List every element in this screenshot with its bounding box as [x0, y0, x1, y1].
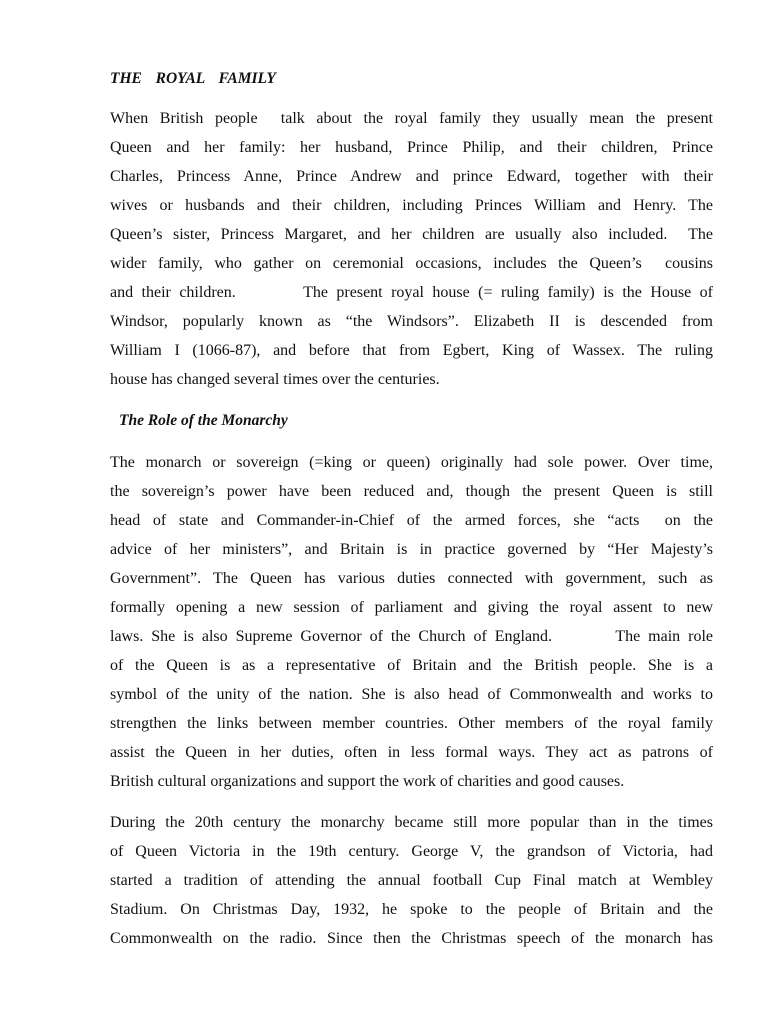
- paragraph-line: head of state and Commander-in-Chief of the armed forces, she “acts on the: [110, 512, 713, 529]
- paragraph-line: laws. She is also Supreme Governor of the Church of England. The main role: [110, 628, 713, 645]
- paragraph-line: The monarch or sovereign (=king or queen) originally had sole power. Over time,: [110, 454, 713, 471]
- paragraph-line: formally opening a new session of parliament and giving the royal assent to new: [110, 599, 713, 616]
- paragraph-line: symbol of the unity of the nation. She is also head of Commonwealth and works to: [110, 686, 713, 703]
- paragraph-line: Queen and her family: her husband, Prince Philip, and their children, Prince: [110, 139, 713, 156]
- paragraph-line: wives or husbands and their children, including Princes William and Henry. The: [110, 197, 713, 214]
- paragraph-line: British cultural organizations and support the work of charities and good causes.: [110, 773, 625, 790]
- paragraph-line: Windsor, popularly known as “the Windsors”. Elizabeth II is descended from: [110, 313, 713, 330]
- paragraph-line: Queen’s sister, Princess Margaret, and her children are usually also included. The: [110, 226, 713, 243]
- paragraph-line: started a tradition of attending the annual football Cup Final match at Wembley: [110, 872, 713, 889]
- paragraph-line: assist the Queen in her duties, often in less formal ways. They act as patrons of: [110, 744, 713, 761]
- paragraph-line: When British people talk about the royal family they usually mean the present: [110, 110, 713, 127]
- paragraph-line: Commonwealth on the radio. Since then the Christmas speech of the monarch has: [110, 930, 713, 947]
- paragraph-line: Stadium. On Christmas Day, 1932, he spoke to the people of Britain and the: [110, 901, 713, 918]
- paragraph-line: During the 20th century the monarchy became still more popular than in the times: [110, 814, 713, 831]
- paragraph-line: and their children. The present royal house (= ruling family) is the House of: [110, 284, 713, 301]
- paragraph-royal-family: [110, 104, 713, 394]
- section-heading-role-of-monarchy: The Role of the Monarchy: [119, 412, 288, 429]
- paragraph-line: of Queen Victoria in the 19th century. George V, the grandson of Victoria, had: [110, 843, 713, 860]
- paragraph-role-of-monarchy: [110, 448, 713, 796]
- paragraph-line: of the Queen is as a representative of Britain and the British people. She is a: [110, 657, 713, 674]
- paragraph-line: advice of her ministers”, and Britain is in practice governed by “Her Majesty’s: [110, 541, 713, 558]
- paragraph-line: Charles, Princess Anne, Prince Andrew and prince Edward, together with their: [110, 168, 713, 185]
- paragraph-20th-century: [110, 808, 713, 953]
- paragraph-line: strengthen the links between member countries. Other members of the royal family: [110, 715, 713, 732]
- document-title: THE ROYAL FAMILY: [110, 70, 276, 87]
- paragraph-line: wider family, who gather on ceremonial occasions, includes the Queen’s cousins: [110, 255, 713, 272]
- paragraph-line: Government”. The Queen has various duties connected with government, such as: [110, 570, 713, 587]
- paragraph-line: house has changed several times over the centuries.: [110, 371, 440, 388]
- paragraph-line: the sovereign’s power have been reduced and, though the present Queen is still: [110, 483, 713, 500]
- paragraph-line: William I (1066-87), and before that from Egbert, King of Wassex. The ruling: [110, 342, 713, 359]
